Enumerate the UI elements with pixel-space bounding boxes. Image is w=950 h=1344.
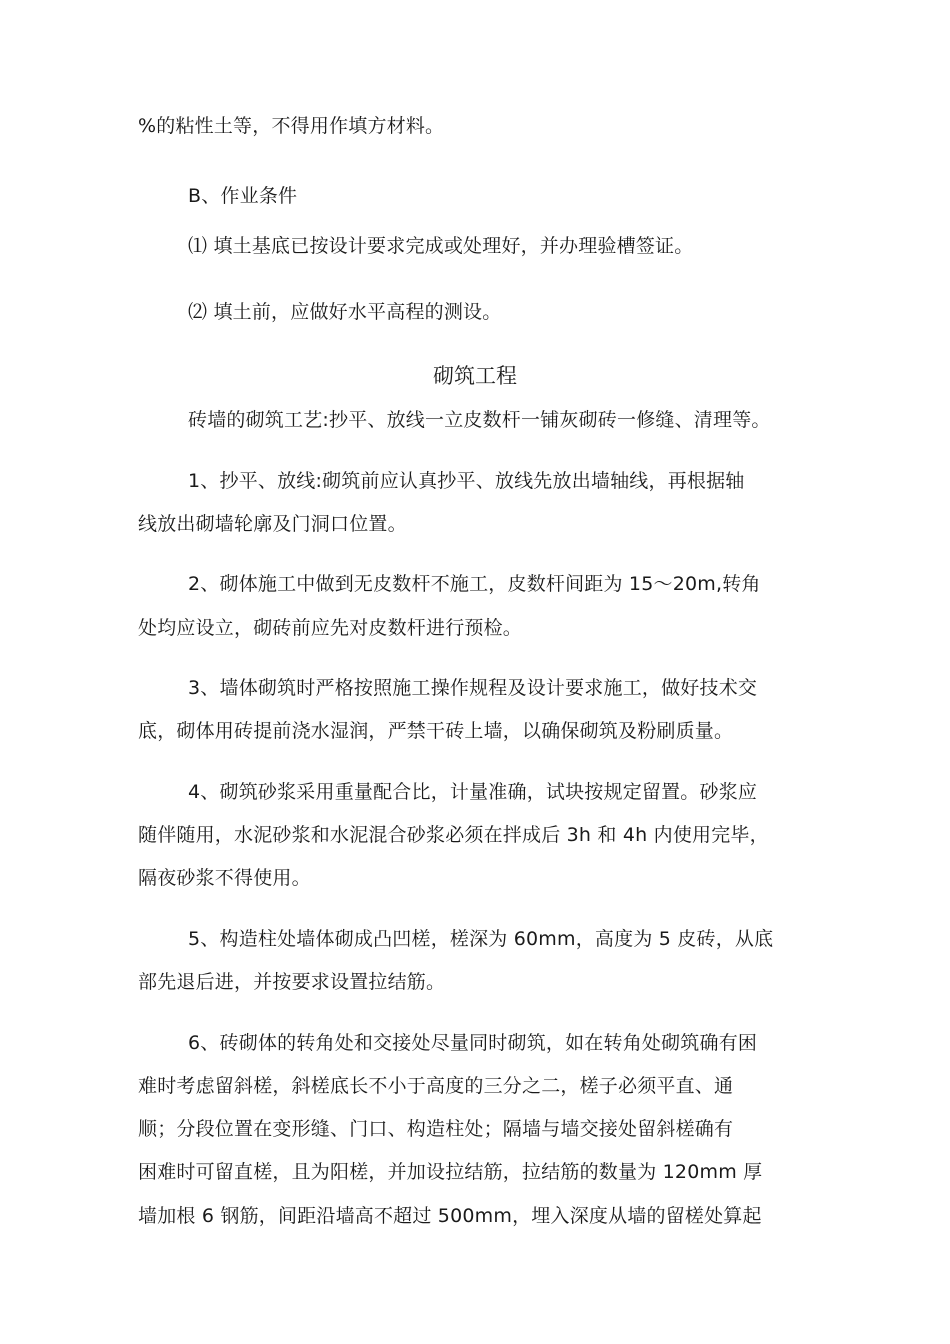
item-4-line-2: 随伴随用，水泥砂浆和水泥混合砂浆必须在拌成后 3h 和 4h 内使用完毕， xyxy=(138,824,769,846)
item-4-line-3: 隔夜砂浆不得使用。 xyxy=(138,867,311,889)
item-6-line-1: 6、砖砌体的转角处和交接处尽量同时砌筑，如在转角处砌筑确有困 xyxy=(188,1032,758,1054)
item-1-line-2: 线放出砌墙轮廓及门洞口位置。 xyxy=(138,513,407,535)
item-3-line-1: 3、墙体砌筑时严格按照施工操作规程及设计要求施工，做好技术交 xyxy=(188,677,758,699)
condition-2: ⑵ 填土前，应做好水平高程的测设。 xyxy=(188,301,502,323)
item-5-line-2: 部先退后进，并按要求设置拉结筋。 xyxy=(138,971,446,993)
item-6-line-4: 困难时可留直槎，且为阳槎，并加设拉结筋，拉结筋的数量为 120mm 厚 xyxy=(138,1161,763,1183)
item-5-line-1: 5、构造柱处墙体砌成凸凹槎，槎深为 60mm，高度为 5 皮砖，从底 xyxy=(188,928,774,950)
item-3-line-2: 底，砌体用砖提前浇水湿润，严禁干砖上墙，以确保砌筑及粉刷质量。 xyxy=(138,720,734,742)
item-6-line-2: 难时考虑留斜槎，斜槎底长不小于高度的三分之二，槎子必须平直、通 xyxy=(138,1075,734,1097)
item-6-line-5: 墙加根 6 钢筋，间距沿墙高不超过 500mm，埋入深度从墙的留槎处算起 xyxy=(138,1205,762,1227)
intro-line: %的粘性土等，不得用作填方材料。 xyxy=(138,115,445,137)
item-2-line-1: 2、砌体施工中做到无皮数杆不施工，皮数杆间距为 15〜20m,转角 xyxy=(188,573,761,595)
process-line: 砖墙的砌筑工艺:抄平、放线一立皮数杆一铺灰砌砖一修缝、清理等。 xyxy=(188,409,771,431)
section-heading: 砌筑工程 xyxy=(433,364,517,388)
item-4-line-1: 4、砌筑砂浆采用重量配合比，计量准确，试块按规定留置。砂浆应 xyxy=(188,781,758,803)
section-b-title: B、作业条件 xyxy=(188,185,298,207)
item-1-line-1: 1、抄平、放线:砌筑前应认真抄平、放线先放出墙轴线，再根据轴 xyxy=(188,470,745,492)
item-6-line-3: 顺；分段位置在变形缝、门口、构造柱处；隔墙与墙交接处留斜槎确有 xyxy=(138,1118,734,1140)
item-2-line-2: 处均应设立，砌砖前应先对皮数杆进行预检。 xyxy=(138,617,523,639)
condition-1: ⑴ 填土基底已按设计要求完成或处理好，并办理验槽签证。 xyxy=(188,235,694,257)
